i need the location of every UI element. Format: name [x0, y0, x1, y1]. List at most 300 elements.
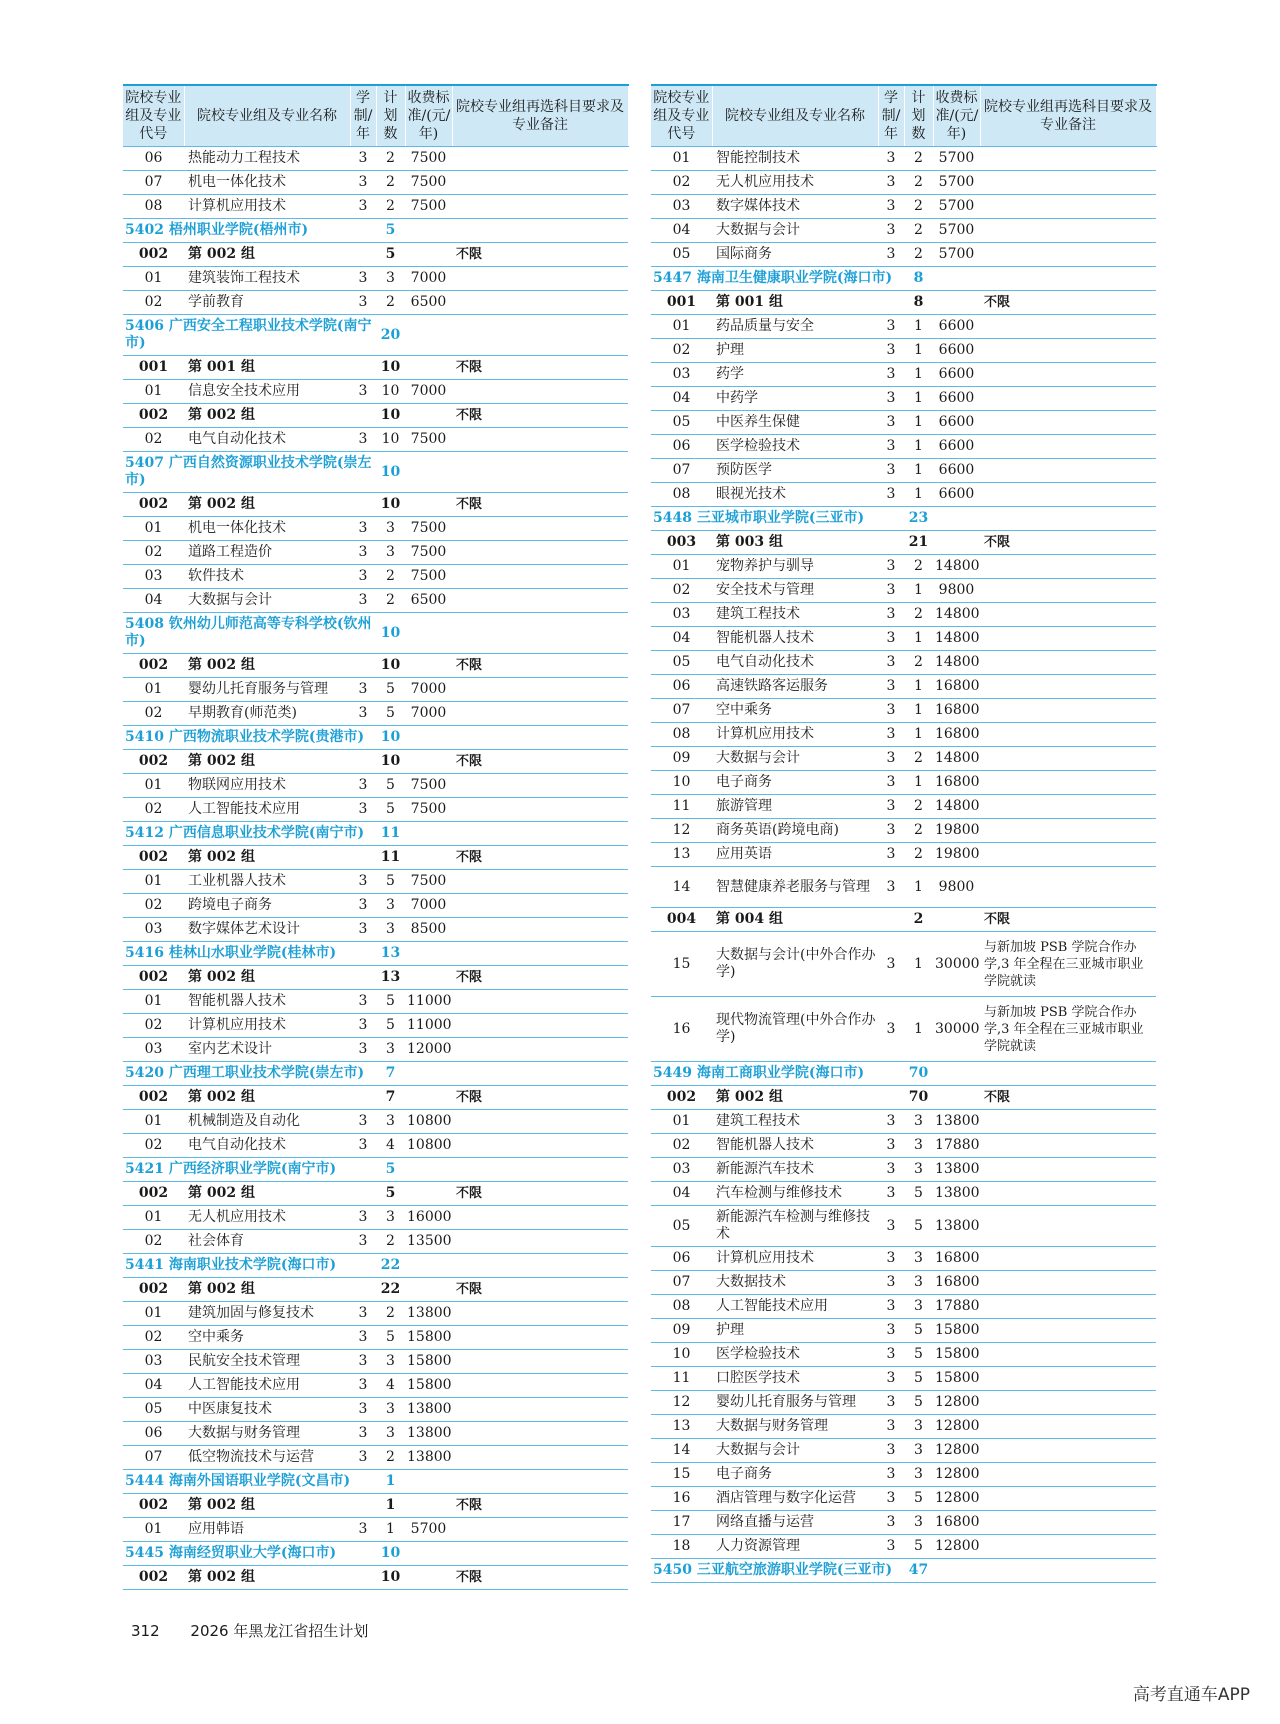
- duration-cell: 3: [350, 1446, 376, 1470]
- note-cell: 不限: [452, 846, 628, 870]
- note-cell: [980, 1062, 1156, 1086]
- major-row: [651, 363, 1156, 387]
- note-cell: [980, 243, 1156, 267]
- fee-cell: 14800: [933, 747, 980, 771]
- code-cell: 001: [123, 356, 184, 380]
- fee-cell: 10800: [405, 1134, 452, 1158]
- code-cell: 02: [123, 894, 184, 918]
- plan-count: 3: [904, 1134, 933, 1158]
- institution-name: 5447 海南卫生健康职业学院(海口市): [651, 267, 904, 291]
- major-name: 计算机应用技术: [184, 1014, 350, 1038]
- code-cell: 17: [651, 1511, 712, 1535]
- fee-cell: 16800: [933, 675, 980, 699]
- institution-row: [123, 1470, 628, 1494]
- duration-cell: 3: [878, 555, 904, 579]
- fee-cell: 6500: [405, 291, 452, 315]
- duration-cell: 3: [350, 894, 376, 918]
- major-name: 应用韩语: [184, 1518, 350, 1542]
- plan-count: 10: [376, 404, 405, 428]
- code-cell: 01: [123, 1206, 184, 1230]
- duration-cell: [350, 654, 376, 678]
- major-name: 早期教育(师范类): [184, 702, 350, 726]
- fee-cell: 13500: [405, 1230, 452, 1254]
- group-row: [123, 1278, 628, 1302]
- code-cell: 002: [123, 1278, 184, 1302]
- plan-count: 1: [904, 435, 933, 459]
- major-row: [123, 1110, 628, 1134]
- major-name: 国际商务: [712, 243, 878, 267]
- major-name: 眼视光技术: [712, 483, 878, 507]
- table-body-left: [123, 147, 628, 1590]
- note-cell: [980, 435, 1156, 459]
- duration-cell: 3: [878, 339, 904, 363]
- code-cell: 002: [123, 1086, 184, 1110]
- group-name: 第 002 组: [184, 750, 350, 774]
- duration-cell: [350, 493, 376, 517]
- plan-count: 5: [376, 990, 405, 1014]
- major-name: 智能机器人技术: [712, 627, 878, 651]
- fee-cell: 15800: [405, 1350, 452, 1374]
- fee-cell: [933, 531, 980, 555]
- table-header: [651, 85, 1156, 147]
- plan-count: 1: [904, 459, 933, 483]
- note-cell: [452, 147, 628, 171]
- duration-cell: 3: [878, 771, 904, 795]
- note-cell: 不限: [452, 404, 628, 428]
- code-cell: 09: [651, 747, 712, 771]
- duration-cell: 3: [878, 387, 904, 411]
- fee-cell: 12800: [933, 1487, 980, 1511]
- plan-count: 5: [376, 243, 405, 267]
- duration-cell: 3: [878, 483, 904, 507]
- page-number: 312: [131, 1622, 160, 1640]
- fee-cell: 6600: [933, 363, 980, 387]
- note-cell: 不限: [452, 654, 628, 678]
- note-cell: [980, 603, 1156, 627]
- plan-count: 2: [376, 1230, 405, 1254]
- group-row: [123, 404, 628, 428]
- note-cell: [980, 843, 1156, 867]
- duration-cell: 3: [350, 1302, 376, 1326]
- left-column: [123, 84, 628, 1590]
- note-cell: [452, 1422, 628, 1446]
- fee-cell: [405, 243, 452, 267]
- note-cell: [452, 380, 628, 404]
- duration-cell: 3: [350, 918, 376, 942]
- code-cell: 12: [651, 819, 712, 843]
- code-cell: 02: [123, 541, 184, 565]
- major-name: 数字媒体技术: [712, 195, 878, 219]
- code-cell: 04: [123, 589, 184, 613]
- plan-count: 1: [904, 339, 933, 363]
- plan-count: 70: [904, 1086, 933, 1110]
- fee-cell: 16800: [933, 771, 980, 795]
- group-name: 第 001 组: [184, 356, 350, 380]
- code-cell: 08: [651, 1295, 712, 1319]
- note-cell: [452, 267, 628, 291]
- duration-cell: 3: [878, 1367, 904, 1391]
- note-cell: [980, 675, 1156, 699]
- major-row: [651, 315, 1156, 339]
- code-cell: 002: [123, 493, 184, 517]
- plan-count: 3: [904, 1439, 933, 1463]
- duration-cell: 3: [878, 363, 904, 387]
- fee-cell: 6600: [933, 315, 980, 339]
- major-row: [651, 1134, 1156, 1158]
- fee-cell: 16000: [405, 1206, 452, 1230]
- plan-count: 5: [376, 1326, 405, 1350]
- major-row: [651, 932, 1156, 997]
- plan-count: 5: [904, 1487, 933, 1511]
- duration-cell: 3: [350, 678, 376, 702]
- duration-cell: 3: [350, 1110, 376, 1134]
- note-cell: 不限: [452, 750, 628, 774]
- code-cell: 04: [123, 1374, 184, 1398]
- major-row: [123, 195, 628, 219]
- plan-count: 2: [376, 195, 405, 219]
- note-cell: [452, 1326, 628, 1350]
- note-cell: [452, 452, 628, 493]
- fee-cell: 13800: [933, 1206, 980, 1247]
- plan-count: 5: [376, 1182, 405, 1206]
- major-name: 高速铁路客运服务: [712, 675, 878, 699]
- note-cell: [980, 1415, 1156, 1439]
- note-cell: [452, 678, 628, 702]
- note-cell: [980, 1439, 1156, 1463]
- fee-cell: 19800: [933, 843, 980, 867]
- note-cell: [980, 1391, 1156, 1415]
- note-cell: [980, 315, 1156, 339]
- duration-cell: 3: [350, 774, 376, 798]
- plan-count: 1: [904, 723, 933, 747]
- note-cell: [980, 723, 1156, 747]
- institution-row: [123, 1158, 628, 1182]
- major-name: 人力资源管理: [712, 1535, 878, 1559]
- group-row: [651, 908, 1156, 932]
- group-row: [123, 654, 628, 678]
- note-cell: [980, 579, 1156, 603]
- institution-name: 5416 桂林山水职业学院(桂林市): [123, 942, 376, 966]
- plan-count: 2: [904, 147, 933, 171]
- duration-cell: 3: [878, 675, 904, 699]
- enrollment-table-left: [123, 84, 629, 1590]
- duration-cell: 3: [878, 459, 904, 483]
- duration-cell: [350, 1566, 376, 1590]
- code-cell: 03: [651, 363, 712, 387]
- fee-cell: 7500: [405, 147, 452, 171]
- fee-cell: 17880: [933, 1295, 980, 1319]
- plan-count: 2: [376, 171, 405, 195]
- note-cell: 不限: [452, 1494, 628, 1518]
- plan-count: 3: [376, 541, 405, 565]
- major-name: 民航安全技术管理: [184, 1350, 350, 1374]
- institution-name: 5448 三亚城市职业学院(三亚市): [651, 507, 904, 531]
- major-name: 建筑工程技术: [712, 603, 878, 627]
- plan-count: 3: [904, 1271, 933, 1295]
- note-cell: [452, 565, 628, 589]
- group-row: [123, 493, 628, 517]
- plan-count: 5: [376, 1014, 405, 1038]
- plan-count: 10: [376, 356, 405, 380]
- note-cell: [980, 1487, 1156, 1511]
- note-cell: [452, 942, 628, 966]
- duration-cell: [350, 404, 376, 428]
- note-cell: [980, 1110, 1156, 1134]
- code-cell: 01: [123, 870, 184, 894]
- major-row: [123, 1038, 628, 1062]
- note-cell: [452, 1302, 628, 1326]
- group-row: [123, 966, 628, 990]
- plan-count: 22: [376, 1278, 405, 1302]
- code-cell: 002: [123, 1566, 184, 1590]
- code-cell: 06: [651, 1247, 712, 1271]
- fee-cell: 16800: [933, 1247, 980, 1271]
- note-cell: [980, 1463, 1156, 1487]
- duration-cell: 3: [878, 147, 904, 171]
- group-name: 第 002 组: [184, 1182, 350, 1206]
- major-name: 建筑工程技术: [712, 1110, 878, 1134]
- major-name: 口腔医学技术: [712, 1367, 878, 1391]
- duration-cell: 3: [350, 870, 376, 894]
- code-cell: 03: [651, 195, 712, 219]
- fee-cell: [405, 219, 452, 243]
- group-name: 第 002 组: [184, 846, 350, 870]
- institution-name: 5421 广西经济职业学院(南宁市): [123, 1158, 376, 1182]
- major-name: 跨境电子商务: [184, 894, 350, 918]
- major-name: 空中乘务: [712, 699, 878, 723]
- major-row: [123, 1374, 628, 1398]
- institution-row: [123, 219, 628, 243]
- group-row: [651, 291, 1156, 315]
- fee-cell: 15800: [405, 1374, 452, 1398]
- fee-cell: 11000: [405, 990, 452, 1014]
- duration-cell: [350, 1182, 376, 1206]
- plan-count: 2: [376, 565, 405, 589]
- header-duration: 学制/年: [878, 85, 904, 147]
- major-name: 大数据技术: [712, 1271, 878, 1295]
- major-row: [651, 651, 1156, 675]
- note-cell: [980, 867, 1156, 908]
- major-name: 大数据与财务管理: [712, 1415, 878, 1439]
- fee-cell: 6600: [933, 411, 980, 435]
- plan-count: 1: [904, 387, 933, 411]
- header-name: 院校专业组及专业名称: [184, 85, 350, 147]
- major-name: 建筑加固与修复技术: [184, 1302, 350, 1326]
- major-name: 电子商务: [712, 771, 878, 795]
- code-cell: 14: [651, 1439, 712, 1463]
- institution-row: [123, 822, 628, 846]
- fee-cell: 9800: [933, 579, 980, 603]
- note-cell: [452, 822, 628, 846]
- major-name: 机械制造及自动化: [184, 1110, 350, 1134]
- fee-cell: 5700: [933, 171, 980, 195]
- fee-cell: 6600: [933, 483, 980, 507]
- major-row: [651, 603, 1156, 627]
- institution-row: [123, 1062, 628, 1086]
- brand-watermark: 高考直通车APP: [1132, 1685, 1250, 1705]
- plan-count: 3: [376, 1038, 405, 1062]
- note-cell: 不限: [980, 908, 1156, 932]
- major-name: 智能机器人技术: [712, 1134, 878, 1158]
- code-cell: 09: [651, 1319, 712, 1343]
- fee-cell: 13800: [933, 1110, 980, 1134]
- plan-count: 5: [376, 678, 405, 702]
- major-name: 酒店管理与数字化运营: [712, 1487, 878, 1511]
- institution-name: 5402 梧州职业学院(梧州市): [123, 219, 376, 243]
- code-cell: 02: [123, 1014, 184, 1038]
- plan-count: 3: [376, 517, 405, 541]
- plan-count: 3: [376, 267, 405, 291]
- plan-count: 1: [904, 997, 933, 1062]
- note-cell: [980, 387, 1156, 411]
- right-column: [651, 84, 1156, 1583]
- fee-cell: 7000: [405, 380, 452, 404]
- fee-cell: 5700: [933, 243, 980, 267]
- plan-count: 1: [904, 579, 933, 603]
- fee-cell: 13800: [405, 1446, 452, 1470]
- note-cell: [452, 702, 628, 726]
- fee-cell: [405, 726, 452, 750]
- code-cell: 05: [123, 1398, 184, 1422]
- note-cell: [452, 726, 628, 750]
- major-name: 大数据与会计(中外合作办学): [712, 932, 878, 997]
- major-name: 空中乘务: [184, 1326, 350, 1350]
- duration-cell: 3: [350, 702, 376, 726]
- group-row: [123, 243, 628, 267]
- code-cell: 03: [123, 918, 184, 942]
- duration-cell: 3: [878, 1110, 904, 1134]
- major-name: 大数据与会计: [184, 589, 350, 613]
- fee-cell: [405, 1542, 452, 1566]
- major-name: 电子商务: [712, 1463, 878, 1487]
- institution-name: 5445 海南经贸职业大学(海口市): [123, 1542, 376, 1566]
- fee-cell: 6600: [933, 339, 980, 363]
- code-cell: 02: [651, 579, 712, 603]
- header-name: 院校专业组及专业名称: [712, 85, 878, 147]
- note-cell: [980, 1559, 1156, 1583]
- note-cell: [980, 267, 1156, 291]
- duration-cell: 3: [878, 627, 904, 651]
- duration-cell: 3: [350, 1374, 376, 1398]
- institution-row: [123, 726, 628, 750]
- note-cell: 不限: [452, 493, 628, 517]
- fee-cell: 6600: [933, 459, 980, 483]
- note-cell: [452, 774, 628, 798]
- duration-cell: 3: [878, 699, 904, 723]
- plan-count: 2: [904, 603, 933, 627]
- fee-cell: 5700: [933, 219, 980, 243]
- plan-count: 2: [904, 795, 933, 819]
- table-body-right: [651, 147, 1156, 1583]
- code-cell: 04: [651, 1182, 712, 1206]
- note-cell: [452, 1230, 628, 1254]
- code-cell: 02: [123, 428, 184, 452]
- duration-cell: 3: [350, 589, 376, 613]
- code-cell: 05: [651, 243, 712, 267]
- major-row: [651, 1391, 1156, 1415]
- note-cell: 不限: [452, 1566, 628, 1590]
- plan-count: 1: [904, 483, 933, 507]
- duration-cell: 3: [350, 291, 376, 315]
- major-row: [651, 1463, 1156, 1487]
- major-row: [123, 918, 628, 942]
- duration-cell: 3: [350, 195, 376, 219]
- plan-count: 3: [904, 1110, 933, 1134]
- major-row: [123, 1398, 628, 1422]
- fee-cell: 6500: [405, 589, 452, 613]
- code-cell: 14: [651, 867, 712, 908]
- code-cell: 03: [123, 1038, 184, 1062]
- duration-cell: 3: [878, 603, 904, 627]
- major-name: 计算机应用技术: [184, 195, 350, 219]
- group-name: 第 002 组: [184, 654, 350, 678]
- major-row: [651, 1343, 1156, 1367]
- duration-cell: 3: [878, 723, 904, 747]
- duration-cell: 3: [878, 1319, 904, 1343]
- code-cell: 01: [651, 555, 712, 579]
- duration-cell: [878, 1086, 904, 1110]
- major-row: [123, 894, 628, 918]
- note-cell: [980, 507, 1156, 531]
- major-row: [651, 435, 1156, 459]
- institution-name: 5444 海南外国语职业学院(文昌市): [123, 1470, 376, 1494]
- duration-cell: 3: [878, 1295, 904, 1319]
- plan-count: 2: [904, 819, 933, 843]
- major-row: [651, 1182, 1156, 1206]
- note-cell: [452, 291, 628, 315]
- major-name: 现代物流管理(中外合作办学): [712, 997, 878, 1062]
- code-cell: 06: [651, 675, 712, 699]
- group-name: 第 002 组: [184, 1494, 350, 1518]
- code-cell: 01: [123, 1110, 184, 1134]
- note-cell: [452, 541, 628, 565]
- note-cell: [452, 1158, 628, 1182]
- note-cell: 不限: [980, 291, 1156, 315]
- code-cell: 02: [123, 1230, 184, 1254]
- major-name: 智慧健康养老服务与管理: [712, 867, 878, 908]
- duration-cell: 3: [350, 267, 376, 291]
- fee-cell: [405, 942, 452, 966]
- note-cell: [980, 771, 1156, 795]
- group-row: [123, 846, 628, 870]
- plan-count: 1: [376, 1518, 405, 1542]
- code-cell: 15: [651, 1463, 712, 1487]
- code-cell: 02: [651, 171, 712, 195]
- major-name: 大数据与会计: [712, 747, 878, 771]
- fee-cell: 13800: [933, 1158, 980, 1182]
- major-row: [651, 219, 1156, 243]
- note-cell: [980, 1206, 1156, 1247]
- code-cell: 18: [651, 1535, 712, 1559]
- fee-cell: 7000: [405, 894, 452, 918]
- major-name: 中医康复技术: [184, 1398, 350, 1422]
- fee-cell: 14800: [933, 651, 980, 675]
- plan-count: 4: [376, 1134, 405, 1158]
- note-cell: 不限: [452, 1182, 628, 1206]
- fee-cell: 13800: [405, 1302, 452, 1326]
- duration-cell: [350, 356, 376, 380]
- note-cell: [980, 195, 1156, 219]
- code-cell: 04: [651, 387, 712, 411]
- fee-cell: 14800: [933, 555, 980, 579]
- fee-cell: [405, 613, 452, 654]
- duration-cell: 3: [878, 315, 904, 339]
- code-cell: 13: [651, 1415, 712, 1439]
- note-cell: 不限: [452, 243, 628, 267]
- fee-cell: 15800: [933, 1343, 980, 1367]
- note-cell: [980, 1247, 1156, 1271]
- plan-count: 5: [904, 1206, 933, 1247]
